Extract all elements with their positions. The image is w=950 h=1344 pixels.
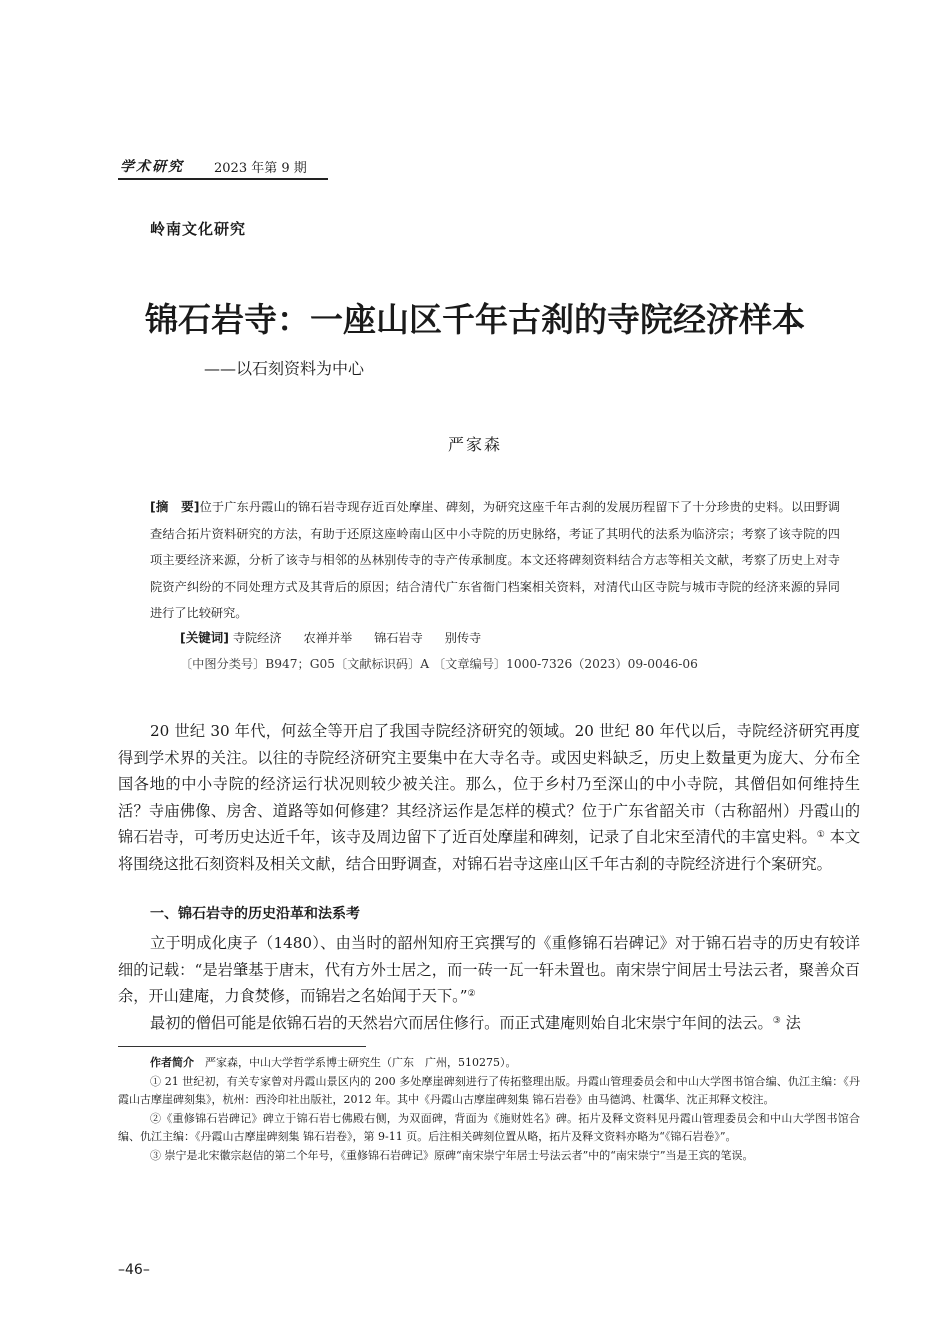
footnote-divider: [118, 1046, 366, 1047]
footnote: ②《重修锦石岩碑记》碑立于锦石岩七佛殿右侧，为双面碑，背面为《施财姓名》碑。拓片及释文资料见丹霞山管理委员会和中山大学图书馆合编、仇江主编：《丹霞山古摩崖碑刻集 锦石岩卷》，第 9-11 页。后注相关碑刻位置从略，拓片及释文资料亦略为“《锦石岩卷》”。: [118, 1111, 860, 1144]
abstract-text: 位于广东丹霞山的锦石岩寺现存近百处摩崖、碑刻，为研究这座千年古刹的发展历程留下了十分珍贵的史料。以田野调查结合拓片资料研究的方法，有助于还原这座岭南山区中小寺院的历史脉络，考证了其明代的法系为临济宗；考察了该寺院的四项主要经济来源，分析了该寺与相邻的丛林别传寺的寺产传承制度。本文还将碑刻资料结合方志等相关文献，考察了历史上对寺院资产纠纷的不同处理方式及其背后的原因；结合清代广东省衙门档案相关资料，对清代山区寺院与城市寺院的经济来源的异同进行了比较研究。: [150, 500, 840, 621]
page-number: –46–: [118, 1262, 150, 1278]
article-title: 锦石岩寺：一座山区千年古刹的寺院经济样本: [145, 300, 805, 339]
journal-logo: 学术研究: [120, 159, 184, 175]
author-note: [118, 1054, 860, 1073]
body-paragraph: [118, 1010, 860, 1037]
abstract: [150, 494, 840, 627]
keywords-label: [关键词]: [180, 630, 229, 645]
classification-line: 〔中图分类号〕B947；G05〔文献标识码〕A 〔文章编号〕1000-7326（2023）09-0046-06: [180, 657, 698, 671]
keyword: 别传寺: [444, 631, 482, 645]
section-label: 岭南文化研究: [150, 220, 247, 238]
section-heading: 一、锦石岩寺的历史沿革和法系考: [150, 906, 360, 922]
author-note-text: 严家森，中山大学哲学系博士研究生（广东 广州，510275）。: [194, 1056, 517, 1069]
keywords: [180, 628, 499, 646]
author-note-label: 作者简介: [150, 1056, 194, 1069]
issue-label: 2023 年第 9 期: [214, 161, 307, 176]
paragraph-text: 最初的僧侣可能是依锦石岩的天然岩穴而居住修行。而正式建庵则始自北宋崇宁年间的法云。: [150, 1014, 773, 1032]
footnote-ref[interactable]: ①: [816, 830, 825, 840]
running-header: [118, 154, 328, 180]
footnote-ref[interactable]: ②: [467, 989, 476, 999]
footnote-ref[interactable]: ③: [772, 1016, 781, 1026]
body-paragraph: [118, 718, 860, 877]
abstract-label: [摘 要]: [150, 499, 200, 514]
author-name: 严家森: [447, 435, 502, 454]
paragraph-text: 本文将围绕这批石刻资料及相关文献，结合田野调查，对锦石岩寺这座山区千年古刹的寺院经济进行个案研究。: [118, 828, 861, 873]
keyword: 寺院经济: [232, 631, 282, 645]
footnote: ③ 崇宁是北宋徽宗赵佶的第二个年号，《重修锦石岩碑记》原碑“南宋崇宁年居士号法云者”中的“南宋崇宁”当是王宾的笔误。: [150, 1148, 754, 1162]
footnotes: [118, 1054, 860, 1166]
keyword: 农禅并举: [303, 631, 353, 645]
body-paragraph: [118, 930, 860, 1010]
keyword: 锦石岩寺: [374, 631, 423, 645]
footnote: ① 21 世纪初，有关专家曾对丹霞山景区内的 200 多处摩崖碑刻进行了传拓整理出版。丹霞山管理委员会和中山大学图书馆合编、仇江主编：《丹霞山古摩崖碑刻集》，杭州：西泠印社出版社，2012 年。其中《丹霞山古摩崖碑刻集 锦石岩卷》由马德鸿、杜霭华、沈正邦释文校注。: [118, 1074, 860, 1107]
paragraph-text: 20 世纪 30 年代，何兹全等开启了我国寺院经济研究的领域。20 世纪 80 年代以后，寺院经济研究再度得到学术界的关注。以往的寺院经济研究主要集中在大寺名寺。或因史料缺乏，历史上数量更为庞大、分布全国各地的中小寺院的经济运行状况则较少被关注。那么，位于乡村乃至深山的中小寺院，其僧侣如何维持生活？寺庙佛像、房舍、道路等如何修建？其经济运作是怎样的模式？位于广东省韶关市（古称韶州）丹霞山的锦石岩寺，可考历史达近千年，该寺及周边留下了近百处摩崖和碑刻，记录了自北宋至清代的丰富史料。: [118, 722, 860, 846]
article-subtitle: ——以石刻资料为中心: [204, 359, 365, 378]
paragraph-text: 法: [780, 1014, 801, 1032]
paragraph-text: 立于明成化庚子（1480）、由当时的韶州知府王宾撰写的《重修锦石岩碑记》对于锦石岩寺的历史有较详细的记载：“是岩肇基于唐末，代有方外士居之，而一砖一瓦一轩未置也。南宋崇宁间居士号法云者，聚善众百余，开山建庵，力食焚修，而锦岩之名始闻于天下。”: [118, 934, 860, 1005]
